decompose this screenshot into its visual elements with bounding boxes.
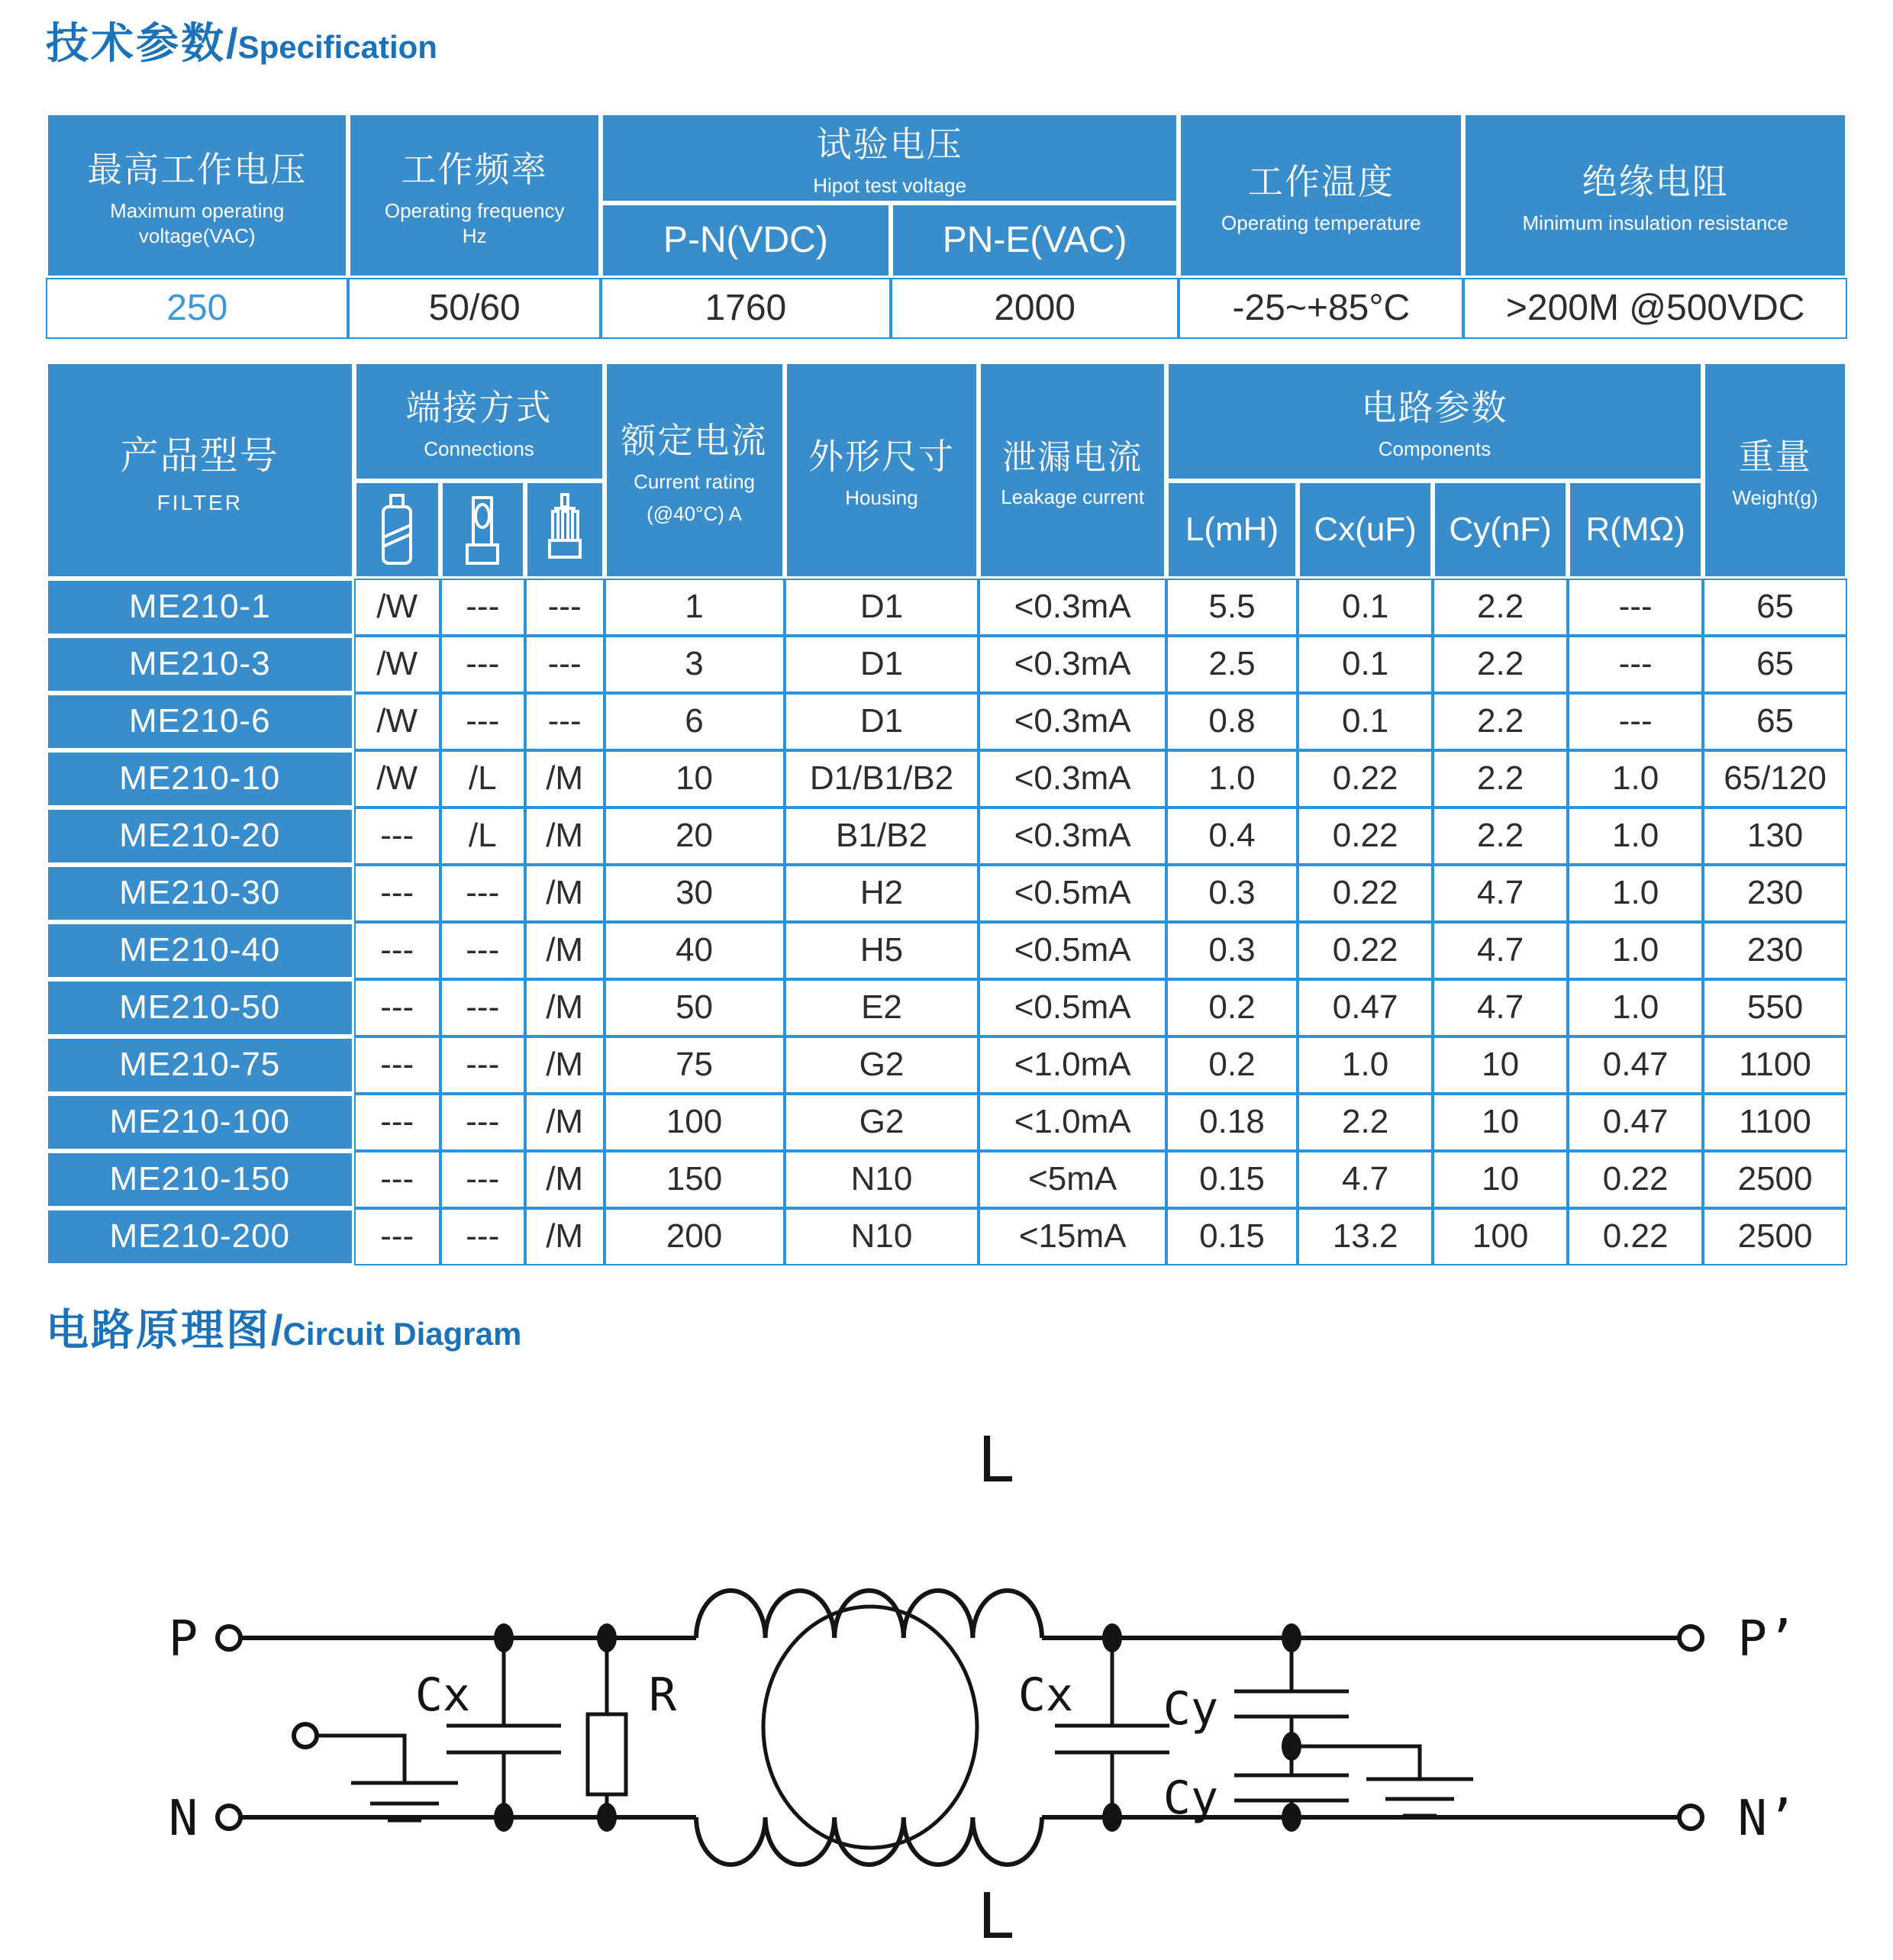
- label-p-out: P’: [1737, 1611, 1797, 1668]
- value-cell: 4.7: [1433, 979, 1568, 1036]
- header-components: [1166, 362, 1703, 481]
- value-cell: ---: [525, 693, 605, 750]
- value-cell: 4.7: [1298, 1151, 1433, 1208]
- value-cell: 100: [1433, 1208, 1568, 1265]
- value-cell: 10: [1433, 1094, 1568, 1151]
- value-cell: 0.47: [1298, 979, 1433, 1036]
- spec-section-title: [46, 20, 1847, 67]
- value-cell: 550: [1703, 979, 1847, 1036]
- header-housing: [785, 362, 979, 579]
- value-cell: 0.4: [1166, 808, 1298, 865]
- inductor-bottom-coil: [696, 1817, 1042, 1865]
- value-cell: 1.0: [1568, 922, 1703, 979]
- emi-filter-schematic: [46, 1367, 1847, 1944]
- label-p-in: P: [168, 1611, 198, 1668]
- value-cell: /W: [354, 579, 440, 636]
- value-cell: B1/B2: [785, 808, 979, 865]
- housing-zh: 外形尺寸: [808, 437, 955, 477]
- value-cell: D1: [785, 579, 979, 636]
- value-cell: ---: [354, 922, 440, 979]
- value-cell: ---: [1568, 579, 1703, 636]
- insulation-value: >200M @500VDC: [1463, 278, 1847, 339]
- value-cell: 1.0: [1298, 1036, 1433, 1094]
- value-cell: /M: [525, 808, 605, 865]
- value-cell: 3: [605, 636, 785, 693]
- ground-right-icon: [1366, 1779, 1473, 1816]
- value-cell: 0.22: [1568, 1208, 1703, 1265]
- value-cell: ---: [440, 1036, 525, 1094]
- value-cell: 0.2: [1166, 1036, 1298, 1094]
- label-cy-top: Cy: [1163, 1682, 1219, 1736]
- terminal-n-in: [218, 1806, 240, 1829]
- value-cell: 1.0: [1568, 979, 1703, 1036]
- value-cell: 6: [605, 693, 785, 750]
- leakage-zh: 泄漏电流: [1002, 439, 1143, 477]
- value-cell: 10: [605, 750, 785, 808]
- value-cell: D1: [785, 636, 979, 693]
- value-cell: 0.2: [1166, 979, 1298, 1036]
- label-l-bottom: L: [977, 1881, 1015, 1945]
- label-cx-left: Cx: [414, 1668, 471, 1723]
- header-r-mohm: R(MΩ): [1568, 481, 1703, 579]
- spec-values-row: [46, 278, 1847, 339]
- model-cell: ME210-75: [46, 1036, 354, 1094]
- value-cell: <1.0mA: [979, 1036, 1166, 1094]
- value-cell: ---: [1568, 636, 1703, 693]
- value-cell: <0.3mA: [979, 579, 1166, 636]
- spec-title-zh: 技术参数: [46, 19, 226, 67]
- value-cell: ---: [354, 1151, 440, 1208]
- value-cell: 0.22: [1298, 808, 1433, 865]
- table-row: [46, 1151, 1847, 1208]
- circuit-title-en: Circuit Diagram: [282, 1315, 522, 1352]
- value-cell: /M: [525, 1151, 605, 1208]
- table-row: [46, 808, 1847, 865]
- value-cell: /W: [354, 693, 440, 750]
- value-cell: G2: [785, 1094, 979, 1151]
- value-cell: E2: [785, 979, 979, 1036]
- value-cell: 0.18: [1166, 1094, 1298, 1151]
- label-n-out: N’: [1737, 1791, 1797, 1848]
- weight-en: Weight(g): [1732, 486, 1818, 510]
- value-cell: <0.3mA: [979, 750, 1166, 808]
- header-hipot: [601, 113, 1179, 203]
- value-cell: 0.47: [1568, 1094, 1703, 1151]
- value-cell: 2.2: [1433, 808, 1568, 865]
- table-row: [46, 1036, 1847, 1094]
- label-n-in: N: [168, 1791, 198, 1848]
- value-cell: N10: [785, 1208, 979, 1265]
- title-divider-2: /: [271, 1305, 283, 1354]
- value-cell: D1: [785, 693, 979, 750]
- value-cell: 40: [605, 922, 785, 979]
- cx-left-plates: [447, 1726, 561, 1752]
- value-cell: 1: [605, 579, 785, 636]
- value-cell: 100: [605, 1094, 785, 1151]
- value-cell: /L: [440, 750, 525, 808]
- table-row: [46, 979, 1847, 1036]
- insulation-zh: 绝缘电阻: [1582, 162, 1729, 202]
- value-cell: ---: [354, 865, 440, 922]
- value-cell: 1.0: [1568, 750, 1703, 808]
- value-cell: 20: [605, 808, 785, 865]
- value-cell: 0.47: [1568, 1036, 1703, 1094]
- value-cell: ---: [440, 865, 525, 922]
- value-cell: /M: [525, 922, 605, 979]
- value-cell: H5: [785, 922, 979, 979]
- value-cell: 2.5: [1166, 636, 1298, 693]
- value-cell: 2.2: [1433, 693, 1568, 750]
- spec-title-en: Specification: [237, 29, 437, 65]
- circuit-section-title: [46, 1307, 1847, 1354]
- header-temperature: [1179, 113, 1463, 278]
- value-cell: 50: [605, 979, 785, 1036]
- value-cell: /M: [525, 1036, 605, 1094]
- connection-type-wire: [354, 481, 440, 579]
- value-cell: 2.2: [1433, 750, 1568, 808]
- toroid-core: [763, 1607, 977, 1848]
- pn-vdc-value: 1760: [601, 278, 891, 339]
- model-cell: ME210-30: [46, 865, 354, 922]
- terminal-earth: [294, 1724, 317, 1747]
- value-cell: <0.5mA: [979, 979, 1166, 1036]
- value-cell: 0.22: [1298, 865, 1433, 922]
- header-cy-nf: Cy(nF): [1433, 481, 1568, 579]
- table-row: [46, 750, 1847, 808]
- frequency-en: Operating frequency Hz: [384, 199, 565, 247]
- value-cell: 30: [605, 865, 785, 922]
- spec-table: [46, 113, 1847, 339]
- value-cell: 130: [1703, 808, 1847, 865]
- value-cell: 4.7: [1433, 865, 1568, 922]
- value-cell: 1100: [1703, 1094, 1847, 1151]
- filter-table-body: [46, 579, 1847, 1265]
- value-cell: 75: [605, 1036, 785, 1094]
- temperature-value: -25~+85°C: [1179, 278, 1463, 339]
- value-cell: 2500: [1703, 1208, 1847, 1265]
- value-cell: ---: [525, 636, 605, 693]
- header-frequency: [348, 113, 600, 278]
- connection-type-block: [525, 481, 605, 579]
- inductor-top-coil: [696, 1591, 1042, 1638]
- model-cell: ME210-50: [46, 979, 354, 1036]
- header-weight: [1703, 362, 1847, 579]
- model-en: FILTER: [156, 490, 243, 514]
- value-cell: 0.3: [1166, 865, 1298, 922]
- value-cell: 0.15: [1166, 1151, 1298, 1208]
- cy-bottom-plates: [1234, 1775, 1349, 1800]
- insulation-en: Minimum insulation resistance: [1522, 211, 1788, 235]
- value-cell: 2.2: [1433, 579, 1568, 636]
- value-cell: ---: [440, 1094, 525, 1151]
- terminal-block-icon: [543, 492, 586, 568]
- value-cell: 2500: [1703, 1151, 1847, 1208]
- circuit-diagram: [46, 1367, 1847, 1948]
- value-cell: <0.3mA: [979, 693, 1166, 750]
- connections-zh: 端接方式: [405, 388, 553, 428]
- current-zh: 额定电流: [621, 420, 768, 460]
- value-cell: 1.0: [1568, 808, 1703, 865]
- model-zh: 产品型号: [120, 434, 279, 477]
- earth-left-wire: [317, 1736, 405, 1783]
- filter-table: [46, 362, 1847, 1265]
- connections-en: Connections: [424, 437, 534, 461]
- value-cell: <0.3mA: [979, 636, 1166, 693]
- header-l-mh: L(mH): [1166, 481, 1298, 579]
- value-cell: 0.1: [1298, 579, 1433, 636]
- value-cell: ---: [354, 808, 440, 865]
- value-cell: /M: [525, 979, 605, 1036]
- ring-terminal-icon: [461, 492, 504, 568]
- value-cell: 2.2: [1433, 636, 1568, 693]
- weight-zh: 重量: [1738, 437, 1812, 477]
- value-cell: 150: [605, 1151, 785, 1208]
- value-cell: ---: [440, 979, 525, 1036]
- current-en1: Current rating: [634, 469, 756, 493]
- header-leakage: [979, 362, 1166, 579]
- current-en2: (@40°C) A: [647, 501, 743, 525]
- connection-type-lug: [440, 481, 525, 579]
- value-cell: 230: [1703, 865, 1847, 922]
- model-cell: ME210-10: [46, 750, 354, 808]
- table-row: [46, 865, 1847, 922]
- value-cell: 65: [1703, 579, 1847, 636]
- value-cell: ---: [354, 1094, 440, 1151]
- value-cell: G2: [785, 1036, 979, 1094]
- value-cell: /M: [525, 750, 605, 808]
- circuit-title-zh: 电路原理图: [46, 1305, 271, 1354]
- hipot-zh: 试验电压: [816, 124, 963, 165]
- model-cell: ME210-100: [46, 1094, 354, 1151]
- value-cell: ---: [354, 1036, 440, 1094]
- value-cell: <5mA: [979, 1151, 1166, 1208]
- frequency-value: 50/60: [348, 278, 600, 339]
- value-cell: 10: [1433, 1036, 1568, 1094]
- value-cell: 5.5: [1166, 579, 1298, 636]
- header-connections: [354, 362, 605, 481]
- temperature-zh: 工作温度: [1247, 162, 1395, 202]
- value-cell: H2: [785, 865, 979, 922]
- value-cell: ---: [354, 979, 440, 1036]
- model-cell: ME210-150: [46, 1151, 354, 1208]
- value-cell: /M: [525, 865, 605, 922]
- label-cy-bottom: Cy: [1163, 1771, 1219, 1826]
- model-cell: ME210-1: [46, 579, 354, 636]
- table-row: [46, 579, 1847, 636]
- header-pn-vdc: P-N(VDC): [601, 203, 891, 278]
- components-en: Components: [1378, 437, 1492, 461]
- cx-right-plates: [1055, 1726, 1169, 1752]
- value-cell: ---: [354, 1208, 440, 1265]
- value-cell: N10: [785, 1151, 979, 1208]
- value-cell: ---: [440, 636, 525, 693]
- max-voltage-value: 250: [46, 278, 348, 339]
- model-cell: ME210-6: [46, 693, 354, 750]
- value-cell: <1.0mA: [979, 1094, 1166, 1151]
- max-voltage-en: Maximum operating voltage(VAC): [110, 199, 285, 247]
- table-row: [46, 1094, 1847, 1151]
- cy-top-plates: [1234, 1691, 1349, 1717]
- table-row: [46, 636, 1847, 693]
- value-cell: /M: [525, 1208, 605, 1265]
- value-cell: 10: [1433, 1151, 1568, 1208]
- value-cell: <0.5mA: [979, 922, 1166, 979]
- value-cell: 200: [605, 1208, 785, 1265]
- header-max-voltage: [46, 113, 348, 278]
- ground-left-icon: [351, 1783, 458, 1820]
- value-cell: <0.5mA: [979, 865, 1166, 922]
- components-zh: 电路参数: [1361, 388, 1508, 428]
- model-cell: ME210-3: [46, 636, 354, 693]
- value-cell: 2.2: [1298, 1094, 1433, 1151]
- value-cell: 1100: [1703, 1036, 1847, 1094]
- value-cell: 65: [1703, 636, 1847, 693]
- terminal-p-in: [218, 1626, 240, 1649]
- table-row: [46, 1208, 1847, 1265]
- value-cell: 0.1: [1298, 693, 1433, 750]
- table-row: [46, 693, 1847, 750]
- header-model: [46, 362, 354, 579]
- pne-vac-value: 2000: [891, 278, 1179, 339]
- value-cell: <0.3mA: [979, 808, 1166, 865]
- terminal-n-out: [1679, 1806, 1702, 1829]
- header-insulation: [1463, 113, 1847, 278]
- value-cell: 1.0: [1568, 865, 1703, 922]
- table-row: [46, 922, 1847, 979]
- label-cx-right: Cx: [1017, 1668, 1074, 1723]
- value-cell: <15mA: [979, 1208, 1166, 1265]
- leakage-en: Leakage current: [1001, 485, 1145, 509]
- header-current: [605, 362, 785, 579]
- value-cell: 0.15: [1166, 1208, 1298, 1265]
- value-cell: 0.22: [1298, 750, 1433, 808]
- title-divider: /: [226, 19, 238, 67]
- value-cell: 0.22: [1298, 922, 1433, 979]
- header-pne-vac: PN-E(VAC): [891, 203, 1179, 278]
- value-cell: 65: [1703, 693, 1847, 750]
- terminal-p-out: [1679, 1626, 1702, 1649]
- resistor-body: [588, 1714, 626, 1794]
- value-cell: D1/B1/B2: [785, 750, 979, 808]
- value-cell: /L: [440, 808, 525, 865]
- frequency-zh: 工作频率: [401, 150, 548, 190]
- model-cell: ME210-200: [46, 1208, 354, 1265]
- value-cell: 0.1: [1298, 636, 1433, 693]
- label-l-top: L: [977, 1424, 1015, 1497]
- value-cell: ---: [440, 1151, 525, 1208]
- value-cell: ---: [440, 1208, 525, 1265]
- value-cell: /M: [525, 1094, 605, 1151]
- value-cell: 1.0: [1166, 750, 1298, 808]
- value-cell: ---: [1568, 693, 1703, 750]
- value-cell: 0.3: [1166, 922, 1298, 979]
- value-cell: 65/120: [1703, 750, 1847, 808]
- housing-en: Housing: [845, 486, 918, 510]
- value-cell: /W: [354, 750, 440, 808]
- max-voltage-zh: 最高工作电压: [87, 150, 308, 190]
- value-cell: ---: [440, 693, 525, 750]
- temperature-en: Operating temperature: [1221, 211, 1421, 235]
- value-cell: 13.2: [1298, 1208, 1433, 1265]
- value-cell: ---: [440, 922, 525, 979]
- label-r: R: [649, 1668, 677, 1723]
- hipot-en: Hipot test voltage: [813, 174, 967, 198]
- value-cell: 0.8: [1166, 693, 1298, 750]
- model-cell: ME210-20: [46, 808, 354, 865]
- value-cell: ---: [525, 579, 605, 636]
- value-cell: ---: [440, 579, 525, 636]
- wire-terminal-icon: [376, 492, 418, 568]
- value-cell: 230: [1703, 922, 1847, 979]
- model-cell: ME210-40: [46, 922, 354, 979]
- value-cell: 4.7: [1433, 922, 1568, 979]
- header-cx-uf: Cx(uF): [1298, 481, 1433, 579]
- value-cell: 0.22: [1568, 1151, 1703, 1208]
- value-cell: /W: [354, 636, 440, 693]
